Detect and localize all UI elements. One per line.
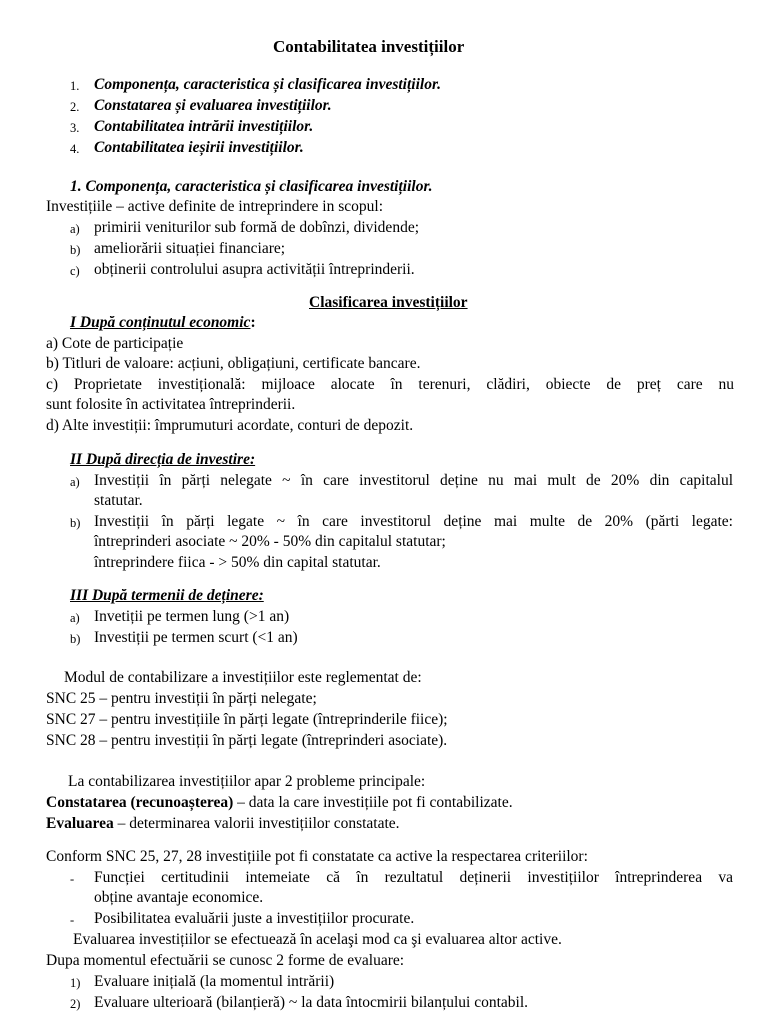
list-item: Investiții în părți legate ~ în care investitorul deține mai multe de 20% (părti legate: bbox=[94, 513, 733, 530]
list-item: a) Cote de participație bbox=[46, 335, 184, 352]
list-number: a) bbox=[70, 222, 80, 236]
toc-number: 4. bbox=[70, 142, 80, 156]
recognition-definition: – data la care investițiile pot fi contabilizate. bbox=[233, 794, 513, 811]
subheading bbox=[70, 313, 256, 333]
recognition-term: Constatarea (recunoașterea) bbox=[46, 794, 234, 811]
regulation-item: SNC 27 – pentru investițiile în părți legate (întreprinderile fiice); bbox=[46, 711, 448, 728]
list-number: 2) bbox=[70, 997, 81, 1011]
list-number: a) bbox=[70, 475, 80, 489]
list-number: 1) bbox=[70, 976, 81, 990]
list-item: c) Proprietate investițională: mijloace alocate în terenuri, clădiri, obiecte de preț care nu bbox=[46, 376, 734, 393]
content-heading: I După conținutul economic bbox=[70, 314, 251, 331]
bullet-dash: - bbox=[70, 872, 75, 886]
list-number: a) bbox=[70, 611, 80, 625]
recognition-line bbox=[46, 793, 513, 813]
list-number: c) bbox=[70, 264, 80, 278]
list-number: b) bbox=[70, 243, 81, 257]
regulation-item: SNC 25 – pentru investiții în părți nelegate; bbox=[46, 690, 317, 707]
criteria-item: Posibilitatea evaluării juste a investițiilor procurate. bbox=[94, 910, 415, 927]
evaluation-paragraph: Evaluarea investițiilor se efectuează în acelaşi mod ca şi evaluarea altor active. bbox=[73, 931, 562, 948]
toc-item: Componența, caracteristica și clasificarea investițiilor. bbox=[94, 76, 442, 93]
evaluation-forms-intro: Dupa momentul efectuării se cunosc 2 forme de evaluare: bbox=[46, 952, 405, 969]
criteria-intro: Conform SNC 25, 27, 28 investițiile pot fi constatate ca active la respectarea criteriilor: bbox=[46, 848, 588, 865]
toc-number: 3. bbox=[70, 121, 80, 135]
list-item-continuation: întreprinderi asociate ~ 20% - 50% din capitalul statutar; bbox=[94, 533, 446, 550]
toc-number: 1. bbox=[70, 79, 80, 93]
list-item-continuation: sunt folosite în activitatea întreprinderii. bbox=[46, 396, 296, 413]
toc-number: 2. bbox=[70, 100, 80, 114]
classification-heading: Clasificarea investițiilor bbox=[309, 294, 468, 311]
evaluation-definition: – determinarea valorii investițiilor constatate. bbox=[113, 815, 400, 832]
list-item: ameliorării situației financiare; bbox=[94, 240, 286, 257]
regulation-intro: Modul de contabilizare a investițiilor este reglementat de: bbox=[64, 669, 422, 686]
list-item: Invetiții pe termen lung (>1 an) bbox=[94, 608, 290, 625]
list-number: b) bbox=[70, 516, 81, 530]
evaluation-line bbox=[46, 814, 400, 834]
list-item: b) Titluri de valoare: acțiuni, obligațiuni, certificate bancare. bbox=[46, 355, 421, 372]
bullet-dash: - bbox=[70, 913, 75, 927]
problems-intro: La contabilizarea investițiilor apar 2 probleme principale: bbox=[68, 773, 426, 790]
list-item: d) Alte investiții: împrumuturi acordate, conturi de depozit. bbox=[46, 417, 414, 434]
list-item: Evaluare inițială (la momentul intrării) bbox=[94, 973, 335, 990]
toc-item: Constatarea și evaluarea investițiilor. bbox=[94, 97, 332, 114]
regulation-item: SNC 28 – pentru investiții în părți legate (întreprinderi asociate). bbox=[46, 732, 448, 749]
evaluation-term: Evaluarea bbox=[46, 815, 114, 832]
list-item: Investiții pe termen scurt (<1 an) bbox=[94, 629, 298, 646]
criteria-item-continuation: obține avantaje economice. bbox=[94, 889, 264, 906]
criteria-item: Funcției certitudinii intemeiate că în rezultatul deținerii investițiilor întreprinderea va bbox=[94, 869, 733, 886]
direction-heading: II După direcția de investire: bbox=[70, 451, 256, 468]
list-item: obținerii controlului asupra activității întreprinderii. bbox=[94, 261, 415, 278]
term-heading: III După termenii de deținere: bbox=[70, 587, 264, 604]
list-item: Evaluare ulterioară (bilanțieră) ~ la data întocmirii bilanțului contabil. bbox=[94, 994, 529, 1011]
page-title: Contabilitatea investițiilor bbox=[273, 37, 465, 56]
section-heading: 1. Componența, caracteristica și clasificarea investițiilor. bbox=[70, 178, 433, 195]
heading-colon: : bbox=[250, 314, 256, 331]
list-item-continuation: statutar. bbox=[94, 492, 143, 509]
list-item-continuation: întreprindere fiica - > 50% din capital statutar. bbox=[94, 554, 381, 571]
toc-item: Contabilitatea intrării investițiilor. bbox=[94, 118, 314, 135]
toc-item: Contabilitatea ieșirii investițiilor. bbox=[94, 139, 304, 156]
list-number: b) bbox=[70, 632, 81, 646]
definition-text: Investițiile – active definite de intreprindere in scopul: bbox=[46, 198, 384, 215]
list-item: primirii veniturilor sub formă de dobînzi, dividende; bbox=[94, 219, 420, 236]
list-item: Investiții în părți nelegate ~ în care investitorul deține nu mai mult de 20% din capitalul bbox=[94, 472, 733, 489]
